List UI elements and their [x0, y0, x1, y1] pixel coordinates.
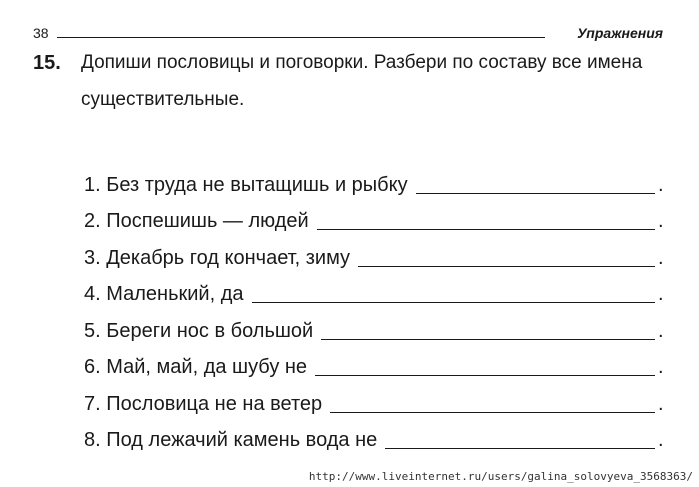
page-number: 38	[33, 25, 49, 41]
answer-blank[interactable]	[330, 411, 655, 413]
proverb-item	[84, 160, 664, 197]
proverb-text: 2. Поспешишь — людей	[84, 210, 309, 232]
end-period: .	[658, 319, 664, 342]
proverb-text: 8. Под лежачий камень вода не	[84, 429, 378, 451]
end-period: .	[658, 173, 664, 196]
answer-blank[interactable]	[385, 447, 655, 449]
section-title: Упражнения	[577, 25, 663, 41]
proverb-text: 7. Пословица не на ветер	[84, 392, 323, 415]
end-period: .	[658, 356, 664, 378]
proverb-item	[84, 306, 664, 343]
answer-blank[interactable]	[416, 192, 655, 194]
proverb-text: 4. Маленький, да	[84, 283, 244, 305]
header-rule	[57, 37, 545, 38]
end-period: .	[658, 392, 664, 415]
answer-blank[interactable]	[358, 265, 655, 267]
answer-blank[interactable]	[252, 301, 655, 303]
proverb-text: 5. Береги нос в большой	[84, 319, 314, 342]
exercise-instruction: Допиши пословицы и поговорки. Разбери по составу все имена существительные.	[81, 52, 643, 110]
end-period: .	[658, 429, 664, 451]
answer-blank[interactable]	[317, 228, 655, 230]
proverb-text: 6. Май, май, да шубу не	[84, 356, 308, 378]
watermark-url: http://www.liveinternet.ru/users/galina_solovyeva_3568363/	[308, 470, 693, 483]
proverb-text: 3. Декабрь год кончает, зиму	[84, 246, 351, 269]
proverb-item	[84, 379, 664, 416]
proverb-item	[84, 197, 664, 234]
proverb-item	[84, 270, 664, 307]
end-period: .	[658, 210, 664, 232]
end-period: .	[658, 283, 664, 305]
proverb-item	[84, 233, 664, 270]
proverb-item	[84, 416, 664, 453]
exercise-number: 15.	[33, 52, 61, 74]
proverb-item	[84, 343, 664, 380]
end-period: .	[658, 246, 664, 269]
proverb-list	[84, 160, 664, 452]
proverb-text: 1. Без труда не вытащишь и рыбку	[84, 173, 408, 196]
answer-blank[interactable]	[321, 338, 655, 340]
answer-blank[interactable]	[315, 374, 655, 376]
page-header	[33, 24, 663, 44]
